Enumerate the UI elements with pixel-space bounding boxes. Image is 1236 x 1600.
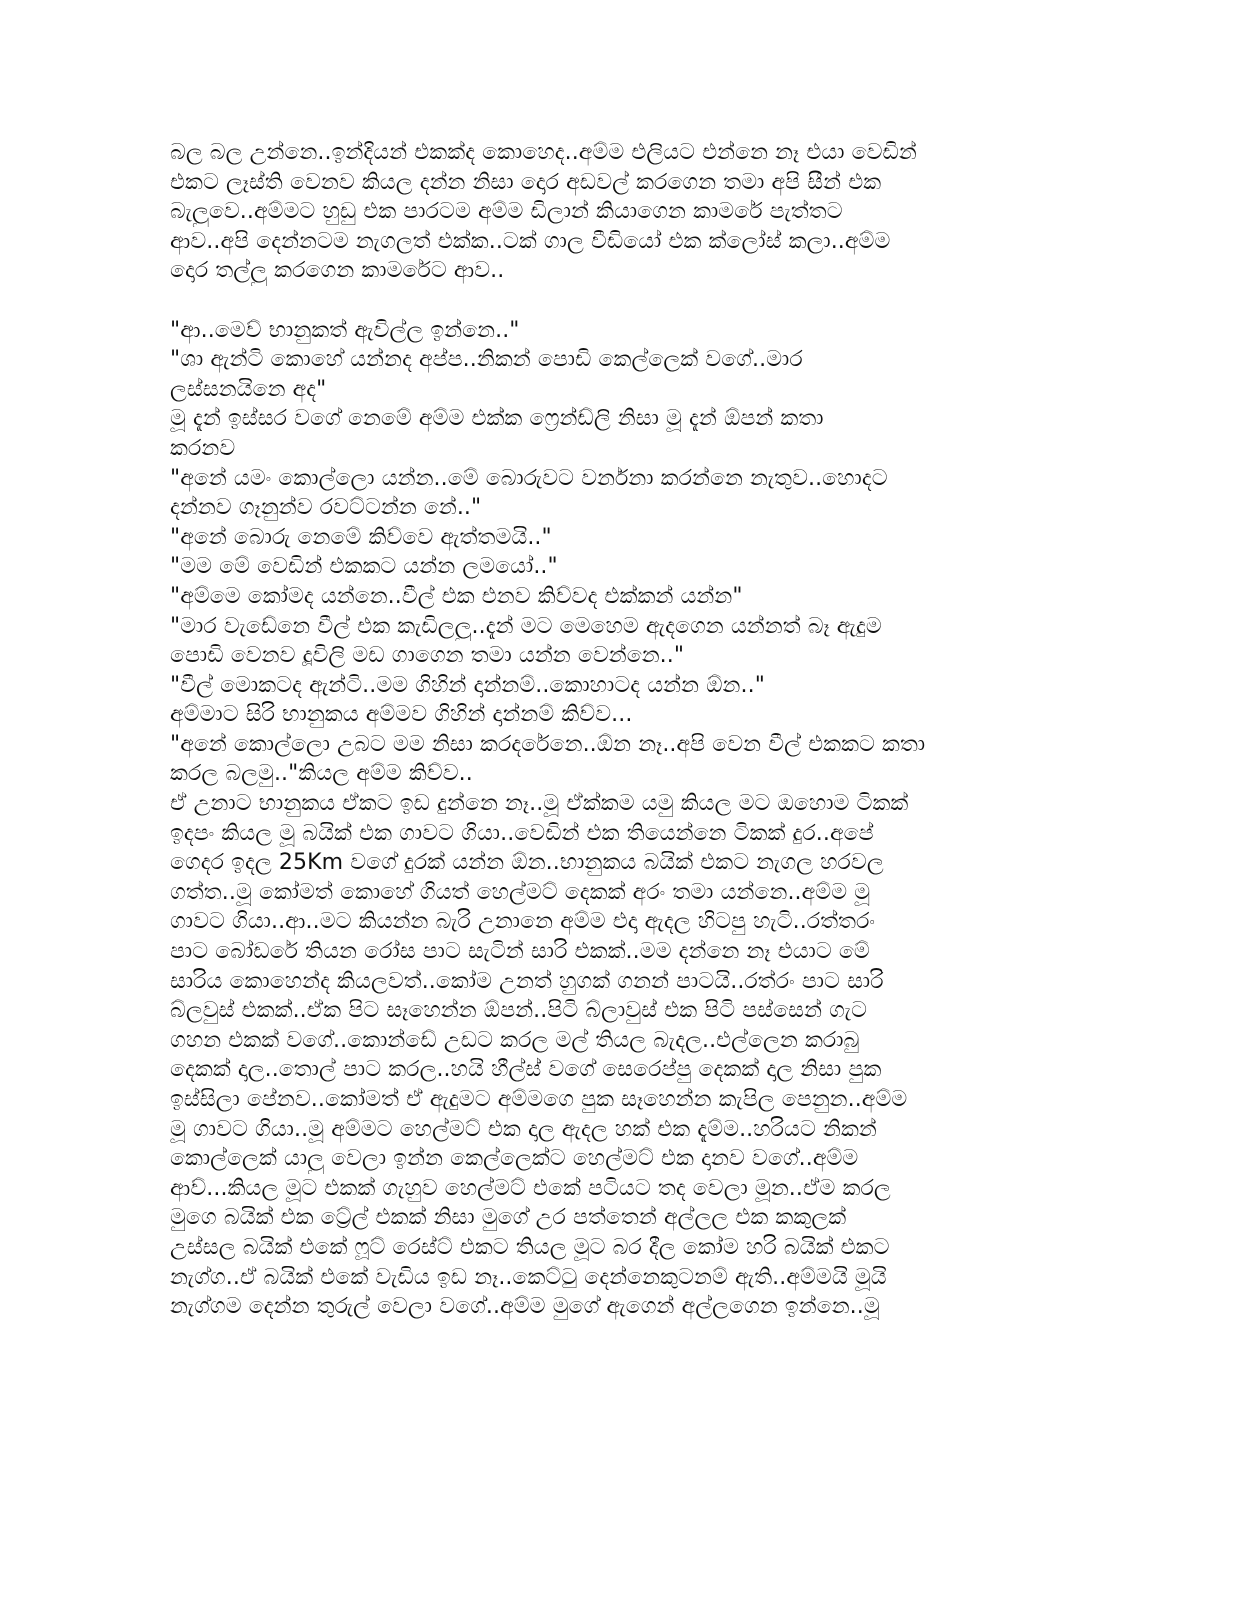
text-line: "අම්මෙ කෝමද යන්නෙ..වීල් එක එනව කිව්වද එක්කන් යන්න" [170,583,743,609]
text-line: ඉස්සිලා පේනව..කෝමත් ඒ ඇදුමට අම්මගෙ පුක සෑහෙන්න කැපිල පෙනුන..අම්ම [170,1087,908,1112]
text-line: "වීල් මොකටද ඇන්ටි..මම ගිහින් දාන්නම්..කොහාටද යන්න ඕන.." [170,672,765,698]
text-line: ගත්ත..මූ කෝමත් කොහේ ගියත් හෙල්මට් දෙකක් අරං තමා යන්නෙ..අම්ම මූ [170,879,871,905]
text-line: දන්නව ගෑනුන්ව රවට්ටන්න නේ.." [170,495,482,521]
text-line: එකට ලෑස්ති වෙනව කියල දන්න නිසා දොර අඩවල් කරගෙන තමා අපි සීන් එක [170,169,882,195]
text-line: උස්සල බයික් එකේ ෆූට් රෙස්ට් එකට තියල මූට බර දීල කෝම හරි බයික් එකට [170,1234,890,1260]
text-line: කරනව [170,435,236,461]
text-line: අම්මාට සිරි භානුකය අම්මව ගිහින් දාන්නම් කිව්ව... [170,702,633,728]
paragraph-2 [170,316,1075,1352]
paragraph-1 [170,138,1075,286]
text-line: "අනේ කොල්ලො උබට මම නිසා කරදරේනෙ..ඕන නෑ..අපි වෙන වීල් එකකට කතා [170,731,926,757]
text-line: මූ ගාවට ගියා..මූ අම්මට හෙල්මට් එක දාල ඇදල හක් එක දැම්ම..හරියට නිකන් [170,1116,877,1142]
paragraph-gap [170,286,1075,316]
text-line: දෙකක් දාල..තොල් පාට කරල..හයි හීල්ස් වගේ සෙරෙප්පු දෙකක් දාල නිසා පුක [170,1057,882,1083]
text-line: කොල්ලෙක් යාලු වෙලා ඉන්න කෙල්ලෙක්ට හෙල්මට් එක දානව වගේ..අම්ම [170,1146,859,1172]
text-line: පොඩි වෙනව දූවිලි මඩ ගාගෙන තමා යන්න වෙන්නෙ.." [170,643,685,669]
text-line: "මාර වැඩේනෙ වීල් එක කැඩිලලු..දැන් මට මෙහෙම ඇදගෙන යන්නත් බෑ ඇදුම [170,613,882,639]
story-text [170,138,1075,1351]
text-line: ඉදපං කියල මූ බයික් එක ගාවට ගියා..වෙඩින් එක තියෙන්නෙ ටිකක් දුර..අපේ [170,820,874,846]
text-line: ආව්...කියල මූට එකක් ගැහුව හෙල්මට් එකේ පටියට තද වෙලා මූන..ඒම කරල [170,1175,891,1201]
text-line: ඒ උනාට භානුකය ඒකට ඉඩ දුන්නෙ නෑ..මූ ඒක්කම යමු කියල මට ඔහොම ටිකක් [170,791,909,817]
text-line: බල බල උන්නෙ..ඉන්දියන් එකක්ද කොහෙද..අම්ම එලියට එන්නෙ නෑ එයා වෙඩින් [170,140,917,165]
text-line: බ්ලවුස් එකක්..ඒක පිට සෑහෙන්න ඕපන්..පිටි බ්ලාවුස් එක පිටි පස්සෙන් ගැට [170,998,868,1024]
text-line: බැලුවෙ..අම්මට හුඩු එක පාරටම අම්ම ඩිලාන් කියාගෙන කාමරේ පැත්තට [170,199,843,225]
text-line: "ආ..මෙව් භානුකත් ඇවිල්ල ඉන්නෙ.." [170,317,520,343]
text-line: නැග්ග..ඒ බයික් එකේ වැඩිය ඉඩ නෑ..කෙට්ටු දෙන්නෙකුටනම් ඇති..අම්මයි මූයි [170,1264,887,1290]
text-line: සාරිය කොහෙන්ද කියලවත්..කෝම උනත් හුගක් ගනන් පාටයි..රත්රං පාට සාරි [170,968,884,994]
text-line: ගෙදර ඉදල 25Km වගේ දුරක් යන්න ඕන..භානුකය බයික් එකට නැගල හරවල [170,850,884,876]
text-line: කරල බලමු.."කියල අම්ම කිව්ව.. [170,761,473,787]
text-line: "අනේ බොරු නෙමේ කිව්වෙ ඇත්තමයි.." [170,524,552,550]
text-line: දොර තල්ලු කරගෙන කාමරේට ආව.. [170,258,505,284]
text-line: "මම මේ වෙඩින් එකකට යන්න ලමයෝ.." [170,554,558,580]
text-line [170,1322,1075,1352]
text-line: ගහන එකක් වගේ..කොන්ඩේ උඩට කරල මල් තියල බැදල..එල්ලෙන කරාබු [170,1027,860,1053]
text-line: මුගෙ බයික් එක ට්‍රේල් එකක් නිසා මුගේ උර පත්තෙන් අල්ලල එක කකුලක් [170,1205,847,1231]
text-line: "අනේ යමං කොල්ලො යන්න..මේ බොරුවට වර්නනා කරන්නෙ නැතුව..හොදට [170,465,888,491]
text-line: නැග්ගම දෙන්න තුරුල් වෙලා වගේ..අම්ම මුගේ ඇගෙන් අල්ලගෙන ඉන්නෙ..මූ [170,1294,880,1320]
text-line: ගාවට ගියා..ආ..මට කියන්න බැරි උනානෙ අම්ම එදා ඇදල හිටපු හැටි..රත්තරං [170,909,876,935]
text-line: ලස්සනයිනෙ අද" [170,376,327,402]
text-line: පාට බෝඩරේ තියන රෝස පාට සැටින් සාරි එකක්..මම දන්නෙ නෑ එයාට මේ [170,939,870,965]
text-line: මූ දැන් ඉස්සර වගේ නෙමේ අම්ම එක්ක ෆ්‍රෙන්ඩ්ලි නිසා මූ දැන් ඕපන් කතා [170,406,824,432]
text-line: ආව..අපි දෙන්නටම නැගලත් එක්ක..ටක් ගාල වීඩියෝ එක ක්ලෝස් කලා..අම්ම [170,228,891,254]
text-line: "ශා ඇන්ටි කොහේ යන්නද අප්ප..නිකන් පොඩි කෙල්ලෙක් වගේ..මාර [170,347,803,373]
